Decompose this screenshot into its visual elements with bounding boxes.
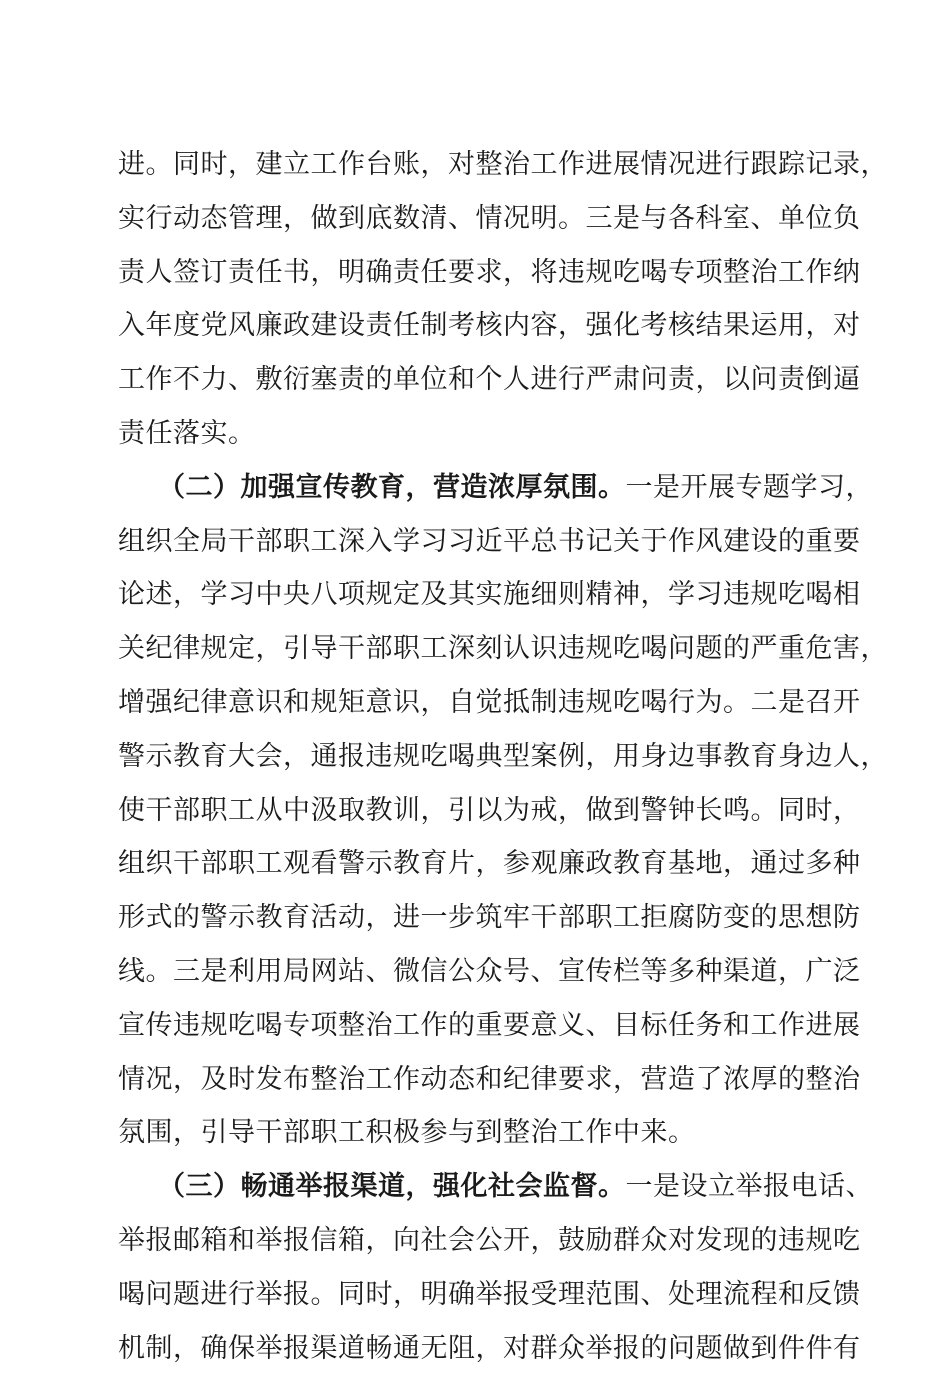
text-line: 责任落实。 xyxy=(118,417,256,449)
paragraph-1 xyxy=(118,138,888,461)
text-line: 组织干部职工观看警示教育片，参观廉政教育基地，通过多种 xyxy=(118,848,861,880)
text-line: 关纪律规定，引导干部职工深刻认识违规吃喝问题的严重危害， xyxy=(118,633,888,665)
text-line: 警示教育大会，通报违规吃喝典型案例，用身边事教育身边人， xyxy=(118,740,888,772)
text-line: 责人签订责任书，明确责任要求，将违规吃喝专项整治工作纳 xyxy=(118,256,861,288)
text-run: 一是设立举报电话、 xyxy=(625,1171,873,1203)
text-line: 论述，学习中央八项规定及其实施细则精神，学习违规吃喝相 xyxy=(118,579,861,611)
text-line: 组织全局干部职工深入学习习近平总书记关于作风建设的重要 xyxy=(118,525,861,557)
paragraph-3 xyxy=(118,1160,873,1375)
text-line: 氛围，引导干部职工积极参与到整治工作中来。 xyxy=(118,1117,696,1149)
text-line: 使干部职工从中汲取教训，引以为戒，做到警钟长鸣。同时， xyxy=(118,794,861,826)
text-line: 形式的警示教育活动，进一步筑牢干部职工拒腐防变的思想防 xyxy=(118,902,861,934)
text-line: 喝问题进行举报。同时，明确举报受理范围、处理流程和反馈 xyxy=(118,1278,861,1310)
text-line: 进。同时，建立工作台账，对整治工作进展情况进行跟踪记录， xyxy=(118,149,888,180)
text-line: 机制，确保举报渠道畅通无阻，对群众举报的问题做到件件有 xyxy=(118,1332,861,1364)
text-line: 工作不力、敷衍塞责的单位和个人进行严肃问责，以问责倒逼 xyxy=(118,364,861,396)
text-line xyxy=(118,1160,873,1214)
text-line: 实行动态管理，做到底数清、情况明。三是与各科室、单位负 xyxy=(118,202,861,234)
text-line xyxy=(118,461,873,515)
section-heading: （三）畅通举报渠道，强化社会监督。 xyxy=(158,1171,626,1203)
text-line: 线。三是利用局网站、微信公众号、宣传栏等多种渠道，广泛 xyxy=(118,955,861,987)
text-run: 一是开展专题学习， xyxy=(625,471,873,503)
text-line: 入年度党风廉政建设责任制考核内容，强化考核结果运用，对 xyxy=(118,310,861,342)
text-line: 宣传违规吃喝专项整治工作的重要意义、目标任务和工作进展 xyxy=(118,1009,861,1041)
document-body xyxy=(118,138,888,1375)
text-line: 增强纪律意识和规矩意识，自觉抵制违规吃喝行为。二是召开 xyxy=(118,686,861,718)
text-line: 情况，及时发布整治工作动态和纪律要求，营造了浓厚的整治 xyxy=(118,1063,861,1095)
section-heading: （二）加强宣传教育，营造浓厚氛围。 xyxy=(158,471,626,503)
paragraph-2 xyxy=(118,461,888,1160)
text-line: 举报邮箱和举报信箱，向社会公开，鼓励群众对发现的违规吃 xyxy=(118,1224,861,1256)
